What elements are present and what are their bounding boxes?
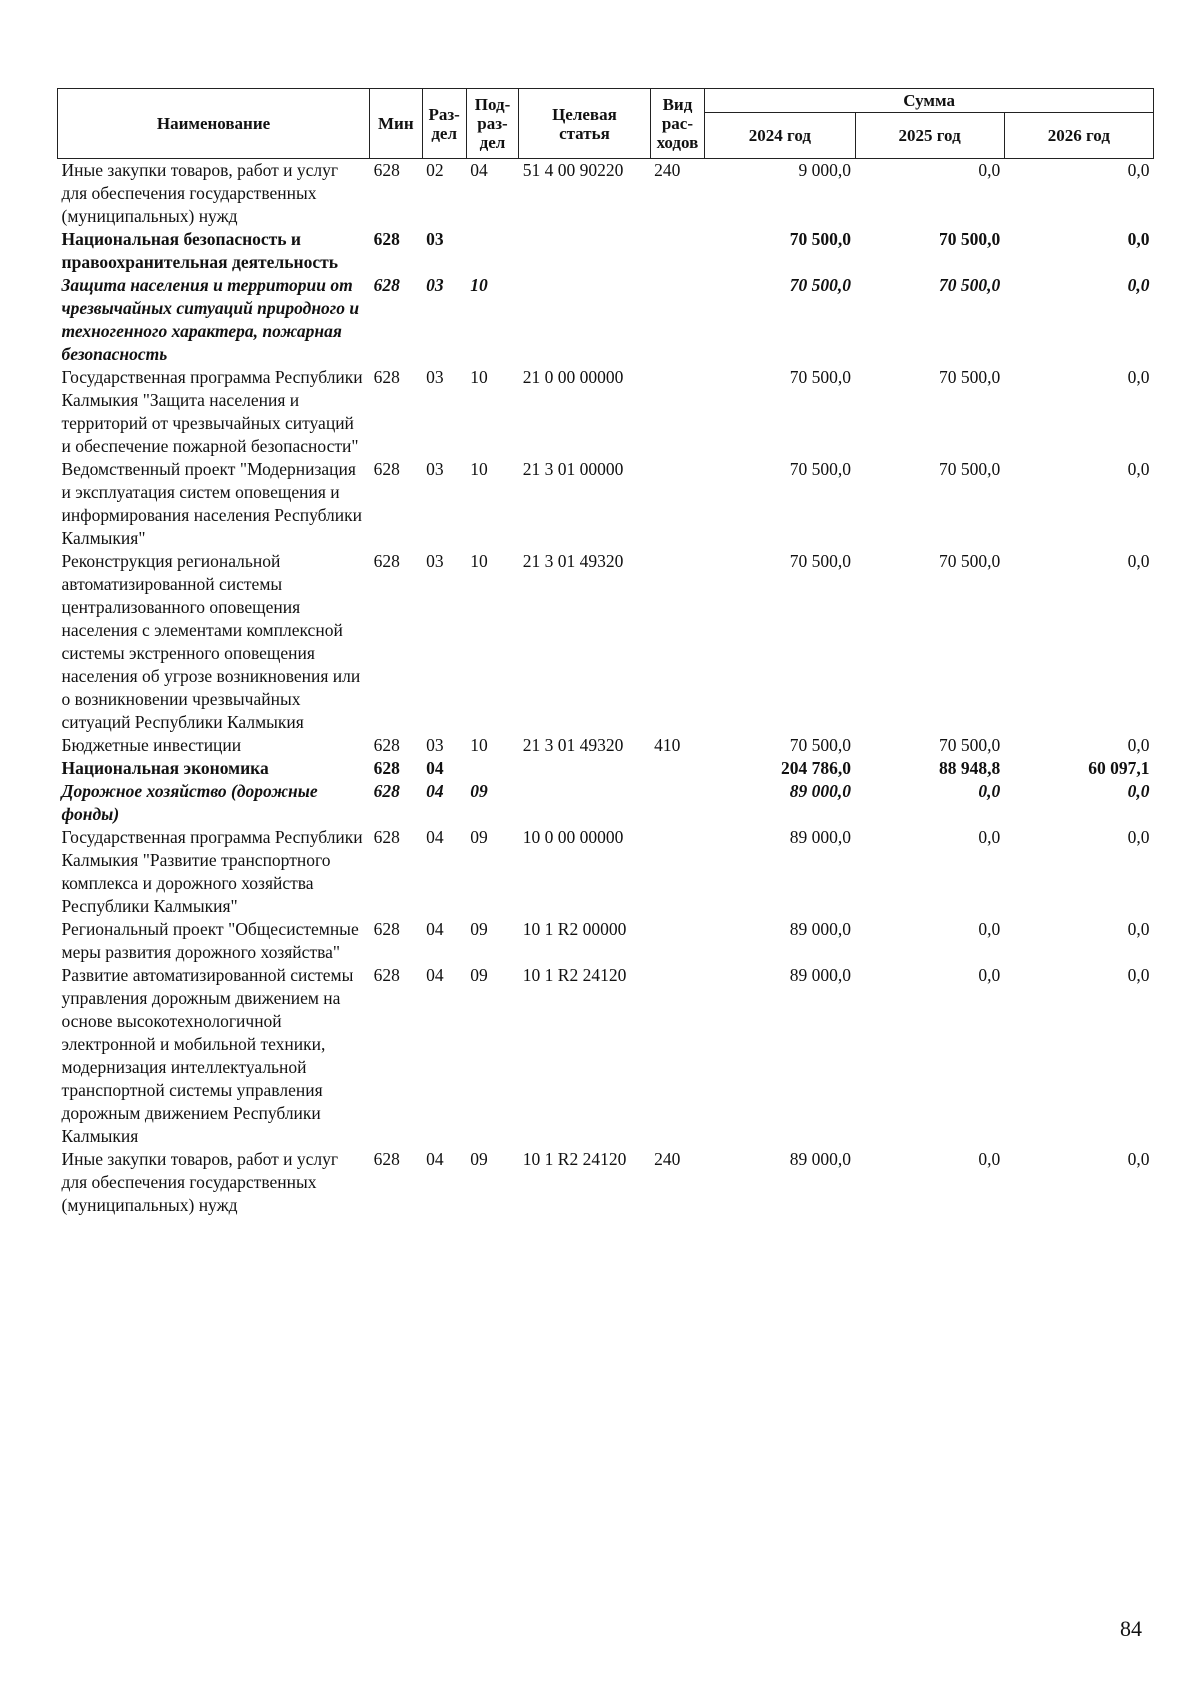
table-header	[58, 89, 1154, 159]
table-body	[58, 159, 1154, 1218]
row-min: 628	[373, 229, 400, 249]
table-row	[58, 274, 1154, 366]
row-vid: 240	[654, 1149, 681, 1169]
row-amount-2024: 70 500,0	[789, 229, 851, 249]
row-min: 628	[373, 781, 400, 801]
row-podrazdel: 04	[470, 160, 488, 180]
row-celevaya: 10 1 R2 00000	[522, 919, 627, 939]
row-razdel: 04	[426, 965, 444, 985]
table-row	[58, 757, 1154, 780]
row-name: Дорожное хозяйство (дорожные фонды)	[61, 781, 318, 824]
row-amount-2024: 70 500,0	[789, 551, 851, 571]
row-vid	[650, 458, 705, 550]
row-celevaya	[519, 780, 650, 826]
row-min: 628	[373, 735, 400, 755]
row-min: 628	[373, 459, 400, 479]
row-amount-2024: 89 000,0	[789, 827, 851, 847]
row-vid: 240	[654, 160, 681, 180]
budget-table	[57, 88, 1154, 1217]
header-vid: Вид рас- ходов	[650, 89, 705, 159]
row-celevaya: 21 0 00 00000	[522, 367, 624, 387]
row-podrazdel: 09	[470, 965, 488, 985]
row-name: Бюджетные инвестиции	[61, 735, 242, 755]
table-row	[58, 159, 1154, 229]
row-amount-2025: 70 500,0	[938, 229, 1001, 249]
row-min: 628	[373, 160, 400, 180]
table-row	[58, 964, 1154, 1148]
row-name: Региональный проект "Общесистемные меры развития дорожного хозяйства"	[61, 919, 359, 962]
row-podrazdel: 09	[470, 827, 488, 847]
row-name: Реконструкция региональной автоматизированной системы централизованного оповещения населения с элементами комплексной системы экстренного оповещения населения об угрозе возникновения или о возникновении чрезвычайных ситуаций Республики Калмыкия	[61, 551, 361, 732]
table-row	[58, 1148, 1154, 1217]
row-amount-2025: 0,0	[978, 1149, 1001, 1169]
row-razdel: 03	[426, 275, 444, 295]
row-amount-2025: 88 948,8	[938, 758, 1001, 778]
row-amount-2025: 70 500,0	[938, 459, 1001, 479]
row-amount-2025: 0,0	[978, 919, 1001, 939]
row-min: 628	[373, 919, 400, 939]
row-min: 628	[373, 551, 400, 571]
row-min: 628	[373, 275, 400, 295]
row-vid	[650, 274, 705, 366]
row-amount-2026: 0,0	[1127, 919, 1150, 939]
row-name: Национальная экономика	[61, 758, 269, 778]
row-podrazdel: 10	[470, 735, 488, 755]
row-amount-2026: 0,0	[1127, 367, 1150, 387]
row-amount-2024: 70 500,0	[789, 735, 851, 755]
header-min: Мин	[370, 89, 423, 159]
row-vid	[650, 550, 705, 734]
row-name: Государственная программа Республики Калмыкия "Развитие транспортного комплекса и дорожного хозяйства Республики Калмыкия"	[61, 827, 363, 916]
page-number: 84	[1120, 1616, 1142, 1641]
header-podrazdel: Под- раз- дел	[466, 89, 519, 159]
header-celevaya: Целевая статья	[519, 89, 650, 159]
row-name: Иные закупки товаров, работ и услуг для обеспечения государственных (муниципальных) нужд	[61, 1149, 339, 1215]
table-row	[58, 734, 1154, 757]
row-vid	[650, 826, 705, 918]
row-amount-2026: 0,0	[1127, 827, 1150, 847]
row-razdel: 03	[426, 459, 444, 479]
row-amount-2024: 9 000,0	[798, 160, 851, 180]
row-min: 628	[373, 827, 400, 847]
row-amount-2025: 70 500,0	[938, 367, 1001, 387]
row-celevaya	[519, 757, 650, 780]
row-podrazdel	[466, 228, 519, 274]
row-podrazdel: 10	[470, 275, 488, 295]
row-amount-2026: 60 097,1	[1088, 758, 1150, 778]
row-razdel: 04	[426, 758, 444, 778]
row-celevaya: 21 3 01 00000	[522, 459, 624, 479]
row-amount-2025: 70 500,0	[938, 735, 1001, 755]
row-vid	[650, 780, 705, 826]
row-razdel: 04	[426, 1149, 444, 1169]
row-razdel: 04	[426, 827, 444, 847]
header-year-2024: 2024 год	[705, 113, 855, 159]
row-razdel: 02	[426, 160, 444, 180]
row-name: Защита населения и территории от чрезвычайных ситуаций природного и техногенного характера, пожарная безопасность	[61, 275, 360, 364]
table-row	[58, 550, 1154, 734]
row-amount-2026: 0,0	[1127, 459, 1150, 479]
row-celevaya: 10 1 R2 24120	[522, 965, 627, 985]
row-podrazdel: 09	[470, 781, 488, 801]
table-row	[58, 918, 1154, 964]
row-min: 628	[373, 758, 400, 778]
row-amount-2024: 89 000,0	[789, 781, 851, 801]
row-amount-2024: 89 000,0	[789, 919, 851, 939]
row-amount-2026: 0,0	[1127, 551, 1150, 571]
row-min: 628	[373, 367, 400, 387]
row-amount-2024: 70 500,0	[789, 459, 851, 479]
row-amount-2025: 70 500,0	[938, 275, 1001, 295]
row-amount-2024: 70 500,0	[789, 367, 851, 387]
row-amount-2026: 0,0	[1127, 965, 1150, 985]
row-amount-2024: 70 500,0	[789, 275, 851, 295]
row-razdel: 03	[426, 735, 444, 755]
row-podrazdel	[466, 757, 519, 780]
row-name: Иные закупки товаров, работ и услуг для обеспечения государственных (муниципальных) нужд	[61, 160, 339, 226]
row-amount-2024: 89 000,0	[789, 1149, 851, 1169]
row-razdel: 04	[426, 919, 444, 939]
row-celevaya	[519, 274, 650, 366]
row-min: 628	[373, 965, 400, 985]
row-vid	[650, 228, 705, 274]
row-podrazdel: 10	[470, 551, 488, 571]
row-amount-2026: 0,0	[1127, 160, 1150, 180]
row-podrazdel: 09	[470, 1149, 488, 1169]
row-celevaya: 21 3 01 49320	[522, 551, 624, 571]
header-year-2026: 2026 год	[1004, 113, 1153, 159]
row-amount-2025: 0,0	[978, 781, 1001, 801]
row-amount-2025: 0,0	[978, 827, 1001, 847]
row-amount-2024: 89 000,0	[789, 965, 851, 985]
row-amount-2025: 70 500,0	[938, 551, 1001, 571]
row-amount-2026: 0,0	[1127, 1149, 1150, 1169]
table-row	[58, 458, 1154, 550]
row-razdel: 03	[426, 551, 444, 571]
row-vid	[650, 964, 705, 1148]
row-amount-2026: 0,0	[1127, 735, 1150, 755]
row-podrazdel: 09	[470, 919, 488, 939]
row-amount-2026: 0,0	[1127, 781, 1150, 801]
row-name: Развитие автоматизированной системы управления дорожным движением на основе высокотехнологичной электронной и мобильной техники, модернизация интеллектуальной транспортной системы управления дорожным движением Республики Калмыкия	[61, 965, 354, 1146]
row-podrazdel: 10	[470, 367, 488, 387]
row-podrazdel: 10	[470, 459, 488, 479]
table-row	[58, 826, 1154, 918]
row-amount-2024: 204 786,0	[781, 758, 851, 778]
row-razdel: 04	[426, 781, 444, 801]
table-row	[58, 228, 1154, 274]
row-celevaya: 21 3 01 49320	[522, 735, 624, 755]
row-celevaya: 10 0 00 00000	[522, 827, 624, 847]
table-row	[58, 366, 1154, 458]
row-amount-2025: 0,0	[978, 160, 1001, 180]
row-vid	[650, 366, 705, 458]
row-name: Государственная программа Республики Калмыкия "Защита населения и территорий от чрезвычайных ситуаций и обеспечение пожарной безопасности"	[61, 367, 363, 456]
row-razdel: 03	[426, 229, 444, 249]
row-min: 628	[373, 1149, 400, 1169]
header-name: Наименование	[58, 89, 370, 159]
table-row	[58, 780, 1154, 826]
row-celevaya	[519, 228, 650, 274]
row-vid	[650, 918, 705, 964]
row-amount-2026: 0,0	[1127, 275, 1150, 295]
header-summa: Сумма	[705, 89, 1154, 113]
row-vid	[650, 757, 705, 780]
row-amount-2026: 0,0	[1127, 229, 1150, 249]
row-celevaya: 10 1 R2 24120	[522, 1149, 627, 1169]
header-year-2025: 2025 год	[855, 113, 1004, 159]
row-vid: 410	[654, 735, 681, 755]
header-razdel: Раз- дел	[422, 89, 466, 159]
row-razdel: 03	[426, 367, 444, 387]
row-name: Ведомственный проект "Модернизация и эксплуатация систем оповещения и информирования населения Республики Калмыкия"	[61, 459, 363, 548]
row-celevaya: 51 4 00 90220	[522, 160, 624, 180]
row-name: Национальная безопасность и правоохранительная деятельность	[61, 229, 338, 272]
row-amount-2025: 0,0	[978, 965, 1001, 985]
